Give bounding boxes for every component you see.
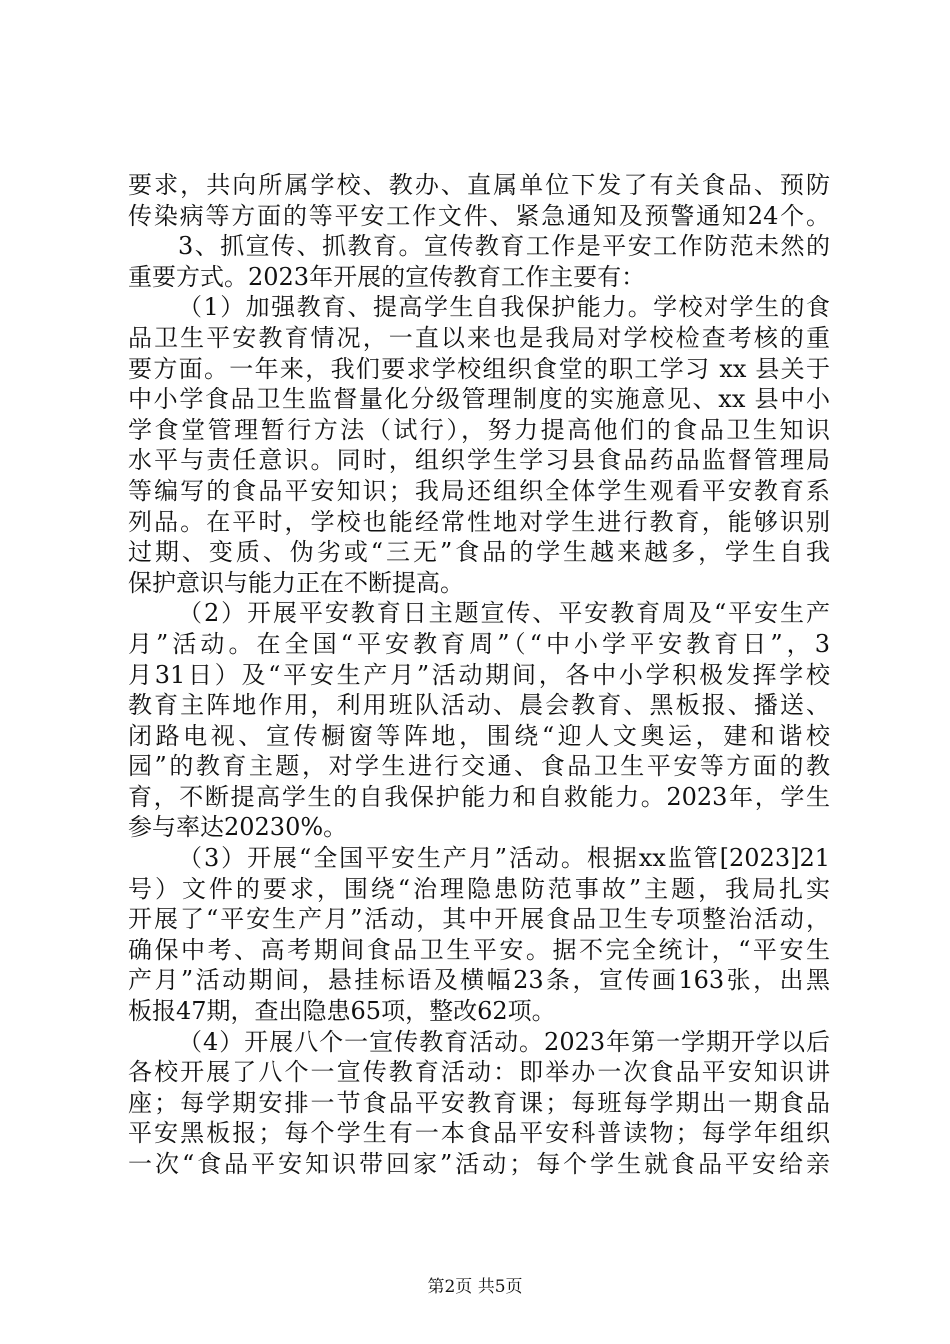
text-line: 各校开展了八个一宣传教育活动：即举办一次食品平安知识讲 — [128, 1058, 830, 1087]
text-line: 3、抓宣传、抓教育。宣传教育工作是平安工作防范未然的 — [178, 232, 830, 261]
text-line: 过期、变质、伪劣或“三无”食品的学生越来越多，学生自我 — [128, 538, 830, 567]
paragraph — [128, 231, 830, 292]
text-line: 重要方式。2023年开展的宣传教育工作主要有： — [128, 262, 646, 291]
text-line: 水平与责任意识。同时，组织学生学习县食品药品监督管理局 — [128, 446, 830, 475]
text-line: 教育主阵地作用，利用班队活动、晨会教育、黑板报、播送、 — [128, 691, 830, 720]
text-line: 确保中考、高考期间食品卫生平安。据不完全统计，“平安生 — [128, 935, 830, 964]
text-line: （3）开展“全国平安生产月”活动。根据xx监管[2023]21 — [178, 844, 830, 873]
text-line: 传染病等方面的等平安工作文件、紧急通知及预警通知24个。 — [128, 201, 830, 230]
text-line: 开展了“平安生产月”活动，其中开展食品卫生专项整治活动， — [128, 905, 830, 934]
paragraph — [128, 843, 830, 1027]
text-line: 要方面。一年来，我们要求学校组织食堂的职工学习 xx 县关于 — [128, 354, 830, 383]
text-line: 列品。在平时，学校也能经常性地对学生进行教育，能够识别 — [128, 507, 830, 536]
text-line: （1）加强教育、提高学生自我保护能力。学校对学生的食 — [178, 293, 830, 322]
text-line: 要求，共向所属学校、教办、直属单位下发了有关食品、预防 — [128, 171, 830, 199]
text-line: 中小学食品卫生监督量化分级管理制度的实施意见、xx 县中小 — [128, 385, 830, 414]
text-line: 等编写的食品平安知识；我局还组织全体学生观看平安教育系 — [128, 476, 830, 505]
text-line: 平安黑板报；每个学生有一本食品平安科普读物；每学年组织 — [128, 1119, 830, 1148]
text-line: 保护意识与能力正在不断提高。 — [128, 568, 464, 597]
text-line: 育，不断提高学生的自我保护能力和自救能力。2023年，学生 — [128, 782, 830, 811]
text-line: 产月”活动期间，悬挂标语及横幅23条，宣传画163张，出黑 — [128, 966, 830, 995]
paragraph — [128, 598, 830, 843]
page-footer: 第2页 共5页 — [427, 1277, 523, 1297]
text-line: 参与率达20230%。 — [128, 813, 348, 842]
text-line: 座；每学期安排一节食品平安教育课；每班每学期出一期食品 — [128, 1088, 830, 1117]
text-line: 品卫生平安教育情况，一直以来也是我局对学校检查考核的重 — [128, 323, 830, 352]
text-line: （4）开展八个一宣传教育活动。2023年第一学期开学以后 — [178, 1027, 830, 1056]
paragraph — [128, 170, 830, 231]
text-line: 板报47期，查出隐患65项，整改62项。 — [128, 997, 556, 1026]
text-line: 闭路电视、宣传橱窗等阵地，围绕“迎人文奥运，建和谐校 — [128, 721, 830, 750]
paragraph — [128, 1027, 830, 1180]
text-line: 园”的教育主题，对学生进行交通、食品卫生平安等方面的教 — [128, 752, 830, 781]
text-line: 学食堂管理暂行方法（试行），努力提高他们的食品卫生知识 — [128, 415, 830, 444]
text-line: 一次“食品平安知识带回家”活动；每个学生就食品平安给亲 — [128, 1150, 830, 1178]
text-line: （2）开展平安教育日主题宣传、平安教育周及“平安生产 — [178, 599, 830, 628]
text-line: 号）文件的要求，围绕“治理隐患防范事故”主题，我局扎实 — [128, 874, 830, 903]
text-line: 月31日）及“平安生产月”活动期间，各中小学积极发挥学校 — [128, 660, 830, 689]
text-line: 月”活动。在全国“平安教育周”（“中小学平安教育日”，3 — [128, 629, 830, 658]
paragraph — [128, 292, 830, 598]
document-body — [128, 170, 830, 1180]
